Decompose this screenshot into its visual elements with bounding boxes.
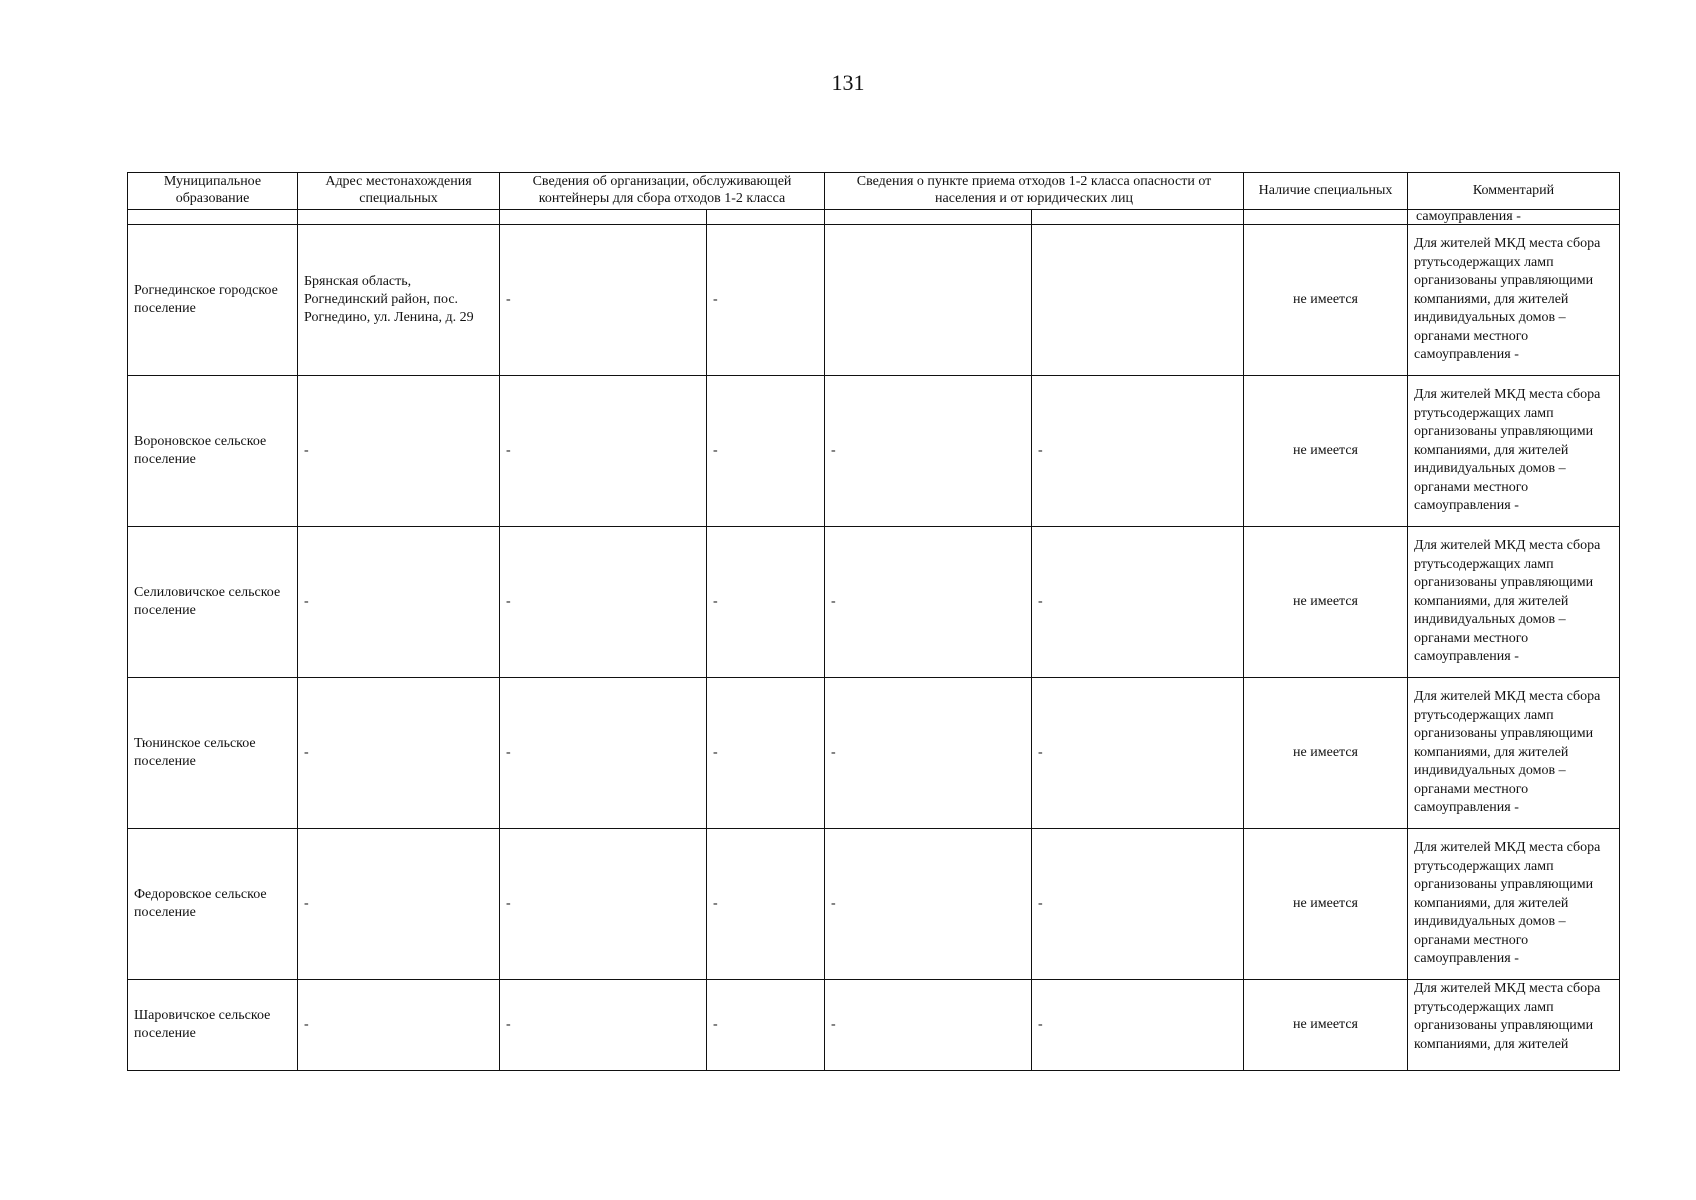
header-availability: Наличие специальных xyxy=(1244,173,1408,210)
table-cell xyxy=(1032,210,1244,225)
reception-cell-b: - xyxy=(1032,829,1244,980)
address-cell: - xyxy=(298,829,500,980)
availability-cell: не имеется xyxy=(1244,376,1408,527)
reception-cell-a: - xyxy=(825,678,1032,829)
organization-cell-a: - xyxy=(500,225,707,376)
organization-cell-b: - xyxy=(707,527,825,678)
table-row-continuation xyxy=(128,210,1620,225)
table-row xyxy=(128,376,1620,527)
table-row xyxy=(128,225,1620,376)
organization-cell-b: - xyxy=(707,829,825,980)
reception-cell-a: - xyxy=(825,980,1032,1071)
table-row xyxy=(128,980,1620,1071)
comment-cell: Для жителей МКД места сбора ртутьсодержащих ламп организованы управляющими компаниями, для жителей индивидуальных домов – органами местного самоуправления - xyxy=(1408,376,1620,527)
municipality-cell: Вороновское сельское поселение xyxy=(128,376,298,527)
organization-cell-a: - xyxy=(500,980,707,1071)
availability-cell: не имеется xyxy=(1244,678,1408,829)
reception-cell-b: - xyxy=(1032,376,1244,527)
address-cell: - xyxy=(298,376,500,527)
comment-cell: Для жителей МКД места сбора ртутьсодержащих ламп организованы управляющими компаниями, для жителей xyxy=(1408,980,1620,1071)
municipality-cell: Федоровское сельское поселение xyxy=(128,829,298,980)
table-cell xyxy=(298,210,500,225)
address-cell: Брянская область, Рогнединский район, пос. Рогнедино, ул. Ленина, д. 29 xyxy=(298,225,500,376)
organization-cell-b: - xyxy=(707,980,825,1071)
page-number: 131 xyxy=(831,70,865,95)
organization-cell-a: - xyxy=(500,527,707,678)
comment-cell: Для жителей МКД места сбора ртутьсодержащих ламп организованы управляющими компаниями, для жителей индивидуальных домов – органами местного самоуправления - xyxy=(1408,829,1620,980)
table-cell xyxy=(1244,210,1408,225)
table-cell xyxy=(707,210,825,225)
header-comment: Комментарий xyxy=(1408,173,1620,210)
table-cell xyxy=(500,210,707,225)
organization-cell-b: - xyxy=(707,678,825,829)
organization-cell-a: - xyxy=(500,376,707,527)
reception-cell-a: - xyxy=(825,376,1032,527)
reception-cell-a: - xyxy=(825,527,1032,678)
comment-cell: Для жителей МКД места сбора ртутьсодержащих ламп организованы управляющими компаниями, для жителей индивидуальных домов – органами местного самоуправления - xyxy=(1408,527,1620,678)
comment-cell: Для жителей МКД места сбора ртутьсодержащих ламп организованы управляющими компаниями, для жителей индивидуальных домов – органами местного самоуправления - xyxy=(1408,678,1620,829)
table-header-row xyxy=(128,173,1620,210)
waste-collection-table xyxy=(127,172,1620,1071)
header-reception: Сведения о пункте приема отходов 1-2 класса опасности от населения и от юридических лиц xyxy=(825,173,1244,210)
address-cell: - xyxy=(298,980,500,1071)
availability-cell: не имеется xyxy=(1244,225,1408,376)
table-row xyxy=(128,829,1620,980)
header-organization: Сведения об организации, обслуживающей контейнеры для сбора отходов 1-2 класса xyxy=(500,173,825,210)
comment-cell: Для жителей МКД места сбора ртутьсодержащих ламп организованы управляющими компаниями, для жителей индивидуальных домов – органами местного самоуправления - xyxy=(1408,225,1620,376)
reception-cell-a: - xyxy=(825,829,1032,980)
organization-cell-b: - xyxy=(707,225,825,376)
address-cell: - xyxy=(298,678,500,829)
availability-cell: не имеется xyxy=(1244,527,1408,678)
organization-cell-a: - xyxy=(500,829,707,980)
reception-cell-b: - xyxy=(1032,980,1244,1071)
table-cell xyxy=(825,210,1032,225)
reception-cell-b: - xyxy=(1032,678,1244,829)
reception-cell-b: - xyxy=(1032,527,1244,678)
continuation-comment: самоуправления - xyxy=(1408,210,1620,225)
address-cell: - xyxy=(298,527,500,678)
organization-cell-a: - xyxy=(500,678,707,829)
reception-cell-a xyxy=(825,225,1032,376)
table-row xyxy=(128,527,1620,678)
municipality-cell: Селиловичское сельское поселение xyxy=(128,527,298,678)
table-row xyxy=(128,678,1620,829)
availability-cell: не имеется xyxy=(1244,829,1408,980)
municipality-cell: Тюнинское сельское поселение xyxy=(128,678,298,829)
organization-cell-b: - xyxy=(707,376,825,527)
municipality-cell: Рогнединское городское поселение xyxy=(128,225,298,376)
reception-cell-b xyxy=(1032,225,1244,376)
header-municipality: Муниципальное образование xyxy=(128,173,298,210)
table-cell xyxy=(128,210,298,225)
availability-cell: не имеется xyxy=(1244,980,1408,1071)
header-address: Адрес местонахождения специальных xyxy=(298,173,500,210)
municipality-cell: Шаровичское сельское поселение xyxy=(128,980,298,1071)
